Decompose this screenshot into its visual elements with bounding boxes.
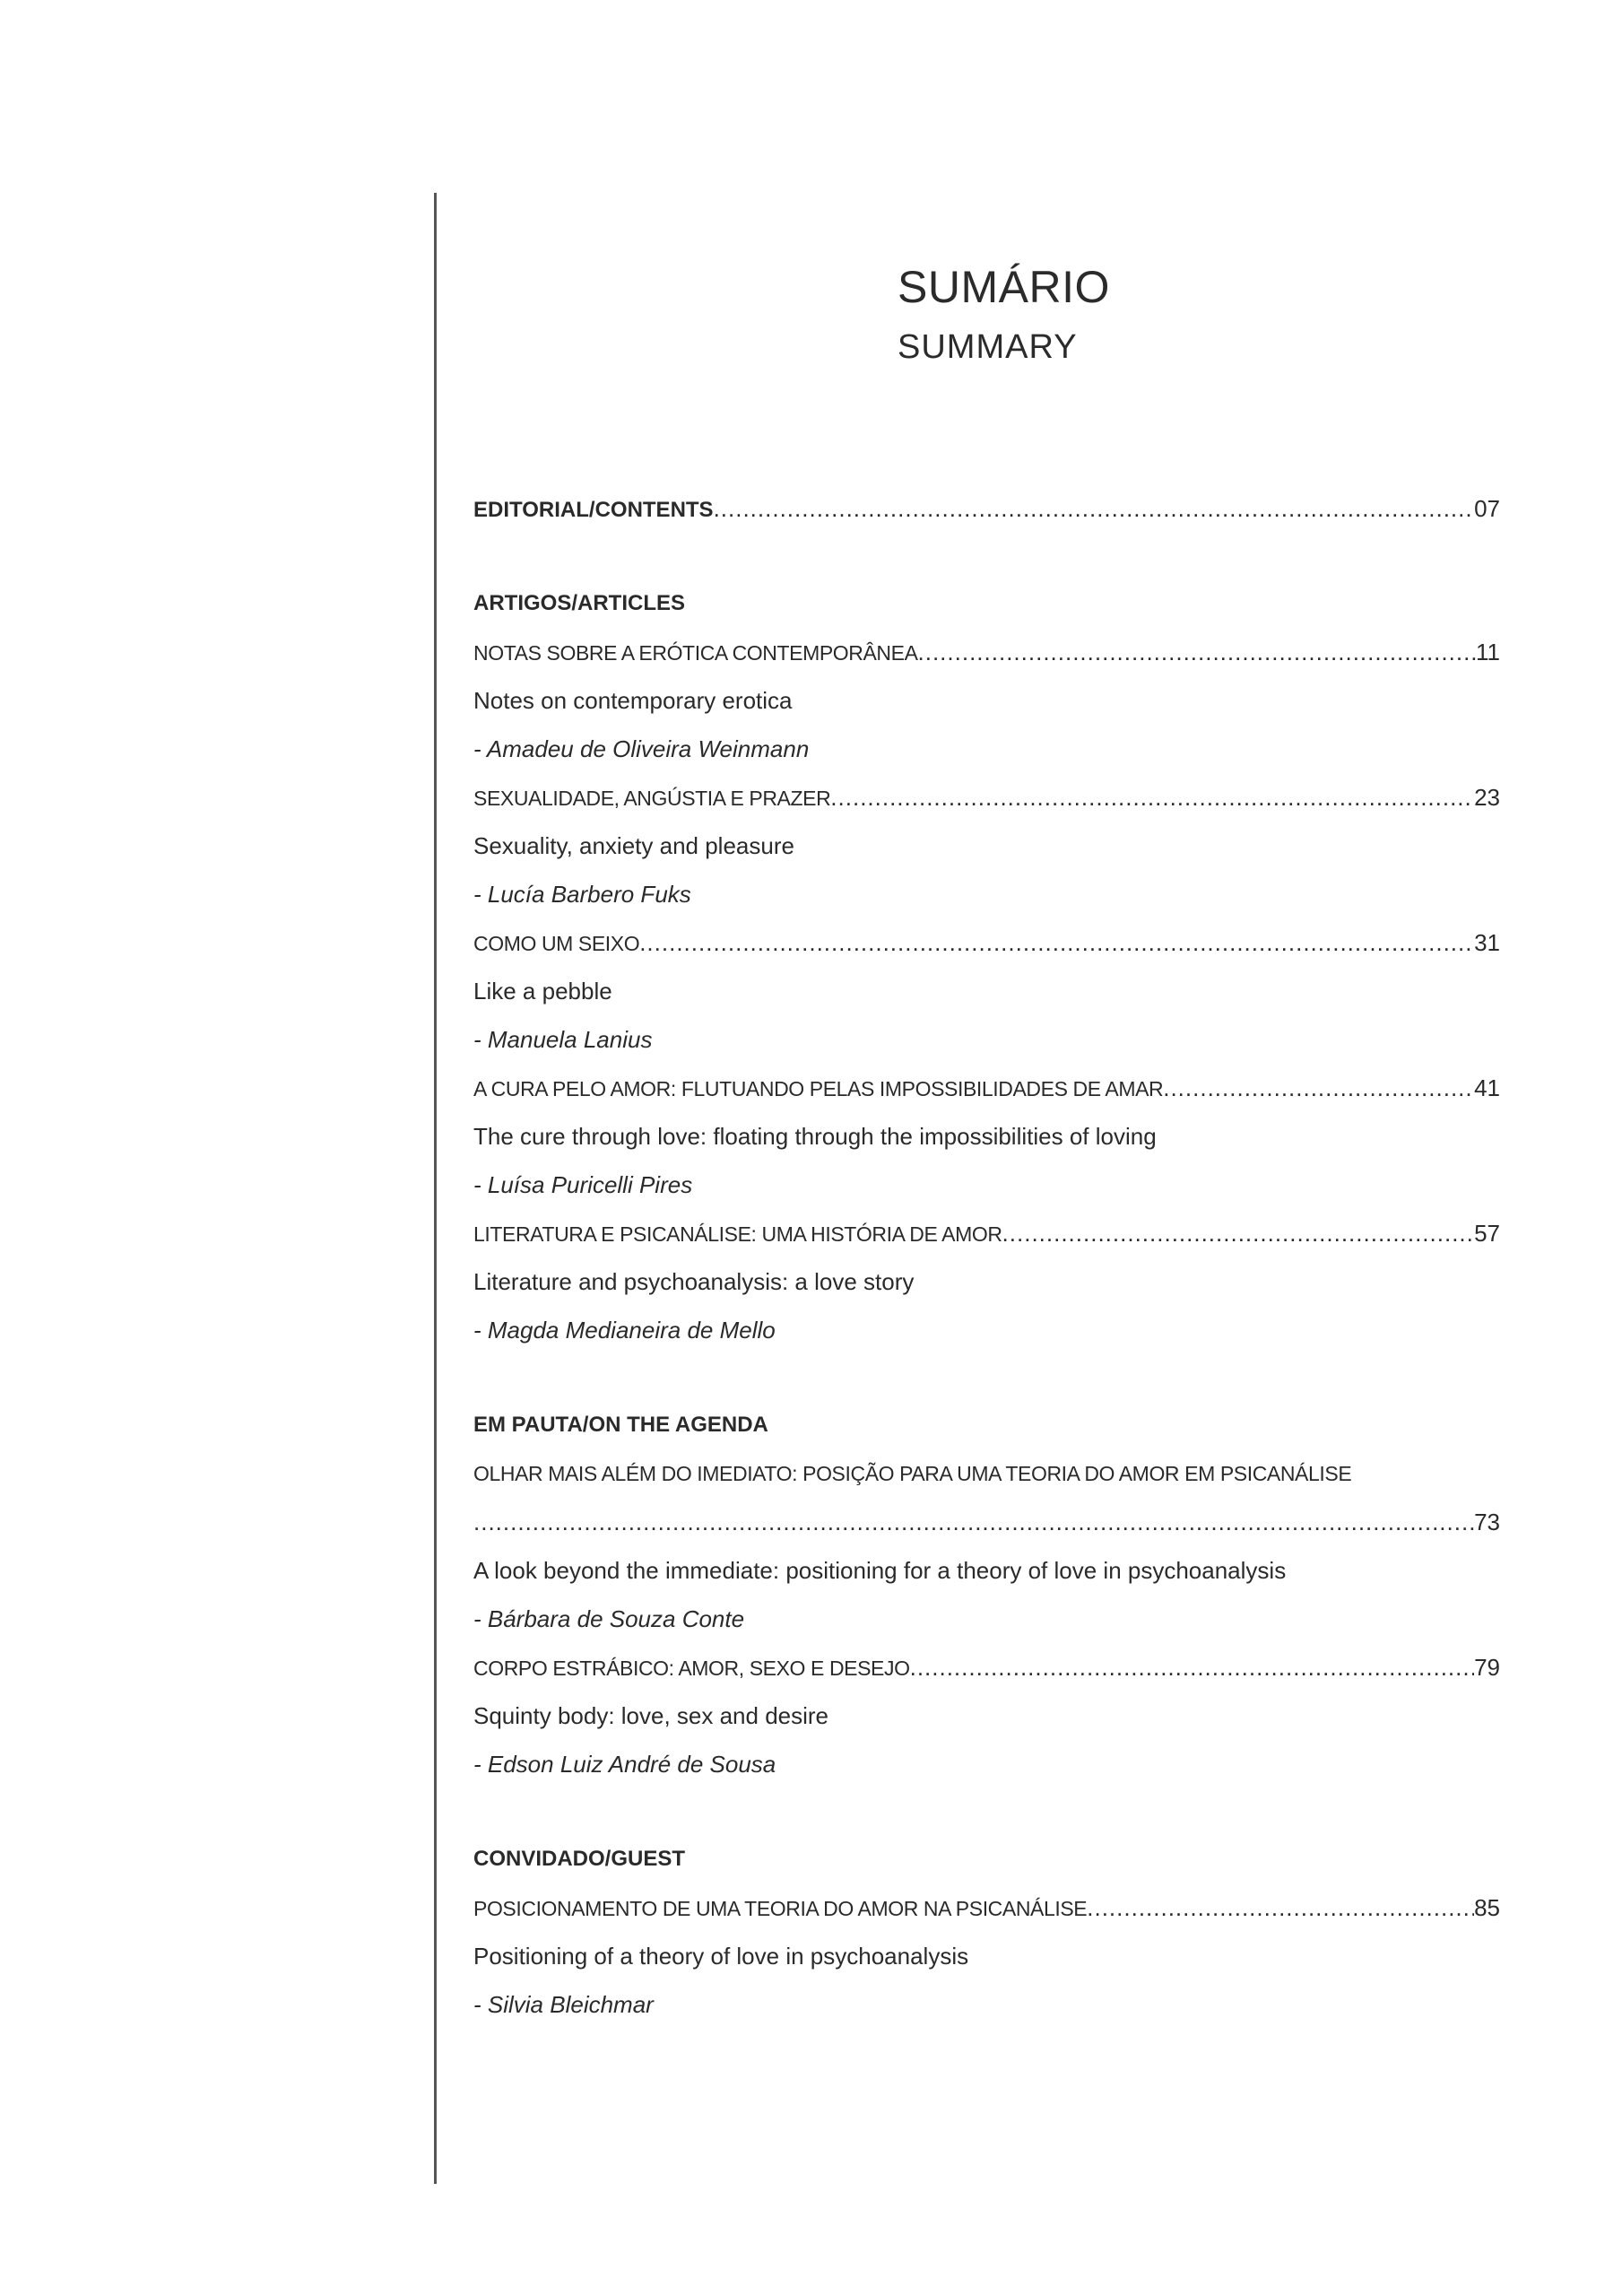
dot-leader <box>714 484 1475 533</box>
dot-leader <box>1163 1064 1474 1112</box>
article-title: OLHAR MAIS ALÉM DO IMEDIATO: POSIÇÃO PARA UMA TEORIA DO AMOR EM PSICANÁLISE <box>473 1462 1352 1485</box>
page-number: 07 <box>1474 495 1500 522</box>
toc-entry-page-line <box>473 1498 1500 1546</box>
article-author: - Silvia Bleichmar <box>473 1991 654 2018</box>
toc-entry-title[interactable] <box>473 1209 1500 1257</box>
toc-entry-title[interactable] <box>473 918 1500 967</box>
page-subtitle: SUMMARY <box>898 328 1078 366</box>
page-number: 57 <box>1474 1220 1500 1247</box>
dot-leader <box>1087 1883 1474 1932</box>
page-number: 79 <box>1474 1654 1500 1681</box>
article-subtitle: Notes on contemporary erotica <box>473 687 793 714</box>
article-subtitle: Squinty body: love, sex and desire <box>473 1702 829 1729</box>
toc-entry-title[interactable] <box>473 628 1500 676</box>
article-title: COMO UM SEIXO <box>473 932 640 955</box>
article-subtitle: The cure through love: floating through the impossibilities of loving <box>473 1123 1157 1150</box>
section-artigos <box>473 579 1500 1354</box>
section-em-pauta <box>473 1401 1500 1788</box>
dot-leader <box>910 1643 1474 1692</box>
page-number: 31 <box>1474 929 1500 956</box>
article-author: - Edson Luiz André de Sousa <box>473 1751 776 1778</box>
article-author: - Bárbara de Souza Conte <box>473 1605 745 1632</box>
page-number: 23 <box>1474 784 1500 811</box>
toc-entry-title[interactable] <box>473 1064 1500 1112</box>
article-author: - Luísa Puricelli Pires <box>473 1171 693 1198</box>
dot-leader <box>918 628 1476 676</box>
page-number: 11 <box>1476 639 1500 665</box>
article-title: CORPO ESTRÁBICO: AMOR, SEXO E DESEJO <box>473 1657 910 1680</box>
vertical-rule <box>434 193 437 2184</box>
article-author: - Amadeu de Oliveira Weinmann <box>473 735 810 762</box>
page-number: 73 <box>1474 1509 1500 1535</box>
dot-leader <box>639 918 1474 967</box>
page-number: 85 <box>1474 1894 1500 1921</box>
toc-entry-title[interactable] <box>473 1449 1500 1498</box>
toc-entry-title[interactable] <box>473 1883 1500 1932</box>
article-title: NOTAS SOBRE A ERÓTICA CONTEMPORÂNEA <box>473 641 918 665</box>
article-subtitle: Literature and psychoanalysis: a love story <box>473 1268 915 1295</box>
article-subtitle: A look beyond the immediate: positioning for a theory of love in psychoanalysis <box>473 1557 1287 1584</box>
toc-entry-editorial[interactable] <box>473 484 1500 533</box>
section-heading: CONVIDADO/GUEST <box>473 1847 686 1871</box>
toc-entry-title[interactable] <box>473 1643 1500 1692</box>
dot-leader <box>473 1498 1474 1546</box>
article-title: SEXUALIDADE, ANGÚSTIA E PRAZER <box>473 787 831 810</box>
article-subtitle: Sexuality, anxiety and pleasure <box>473 832 794 859</box>
table-of-contents <box>473 484 1500 2029</box>
article-author: - Lucía Barbero Fuks <box>473 881 691 908</box>
section-convidado <box>473 1835 1500 2029</box>
article-author: - Magda Medianeira de Mello <box>473 1317 776 1344</box>
page-title: SUMÁRIO <box>898 262 1110 312</box>
toc-entry-title[interactable] <box>473 773 1500 822</box>
dot-leader <box>830 773 1474 822</box>
dot-leader <box>1002 1209 1475 1257</box>
page-number: 41 <box>1474 1074 1500 1101</box>
article-title: A CURA PELO AMOR: FLUTUANDO PELAS IMPOSSIBILIDADES DE AMAR <box>473 1077 1164 1100</box>
article-title: POSICIONAMENTO DE UMA TEORIA DO AMOR NA PSICANÁLISE <box>473 1897 1088 1920</box>
section-heading: EM PAUTA/ON THE AGENDA <box>473 1413 768 1437</box>
page-header <box>898 256 1110 370</box>
section-heading: ARTIGOS/ARTICLES <box>473 591 686 615</box>
editorial-label: EDITORIAL/CONTENTS <box>473 498 714 522</box>
article-title: LITERATURA E PSICANÁLISE: UMA HISTÓRIA DE AMOR <box>473 1222 1002 1246</box>
article-subtitle: Positioning of a theory of love in psychoanalysis <box>473 1943 969 1970</box>
article-subtitle: Like a pebble <box>473 978 612 1004</box>
article-author: - Manuela Lanius <box>473 1026 653 1053</box>
